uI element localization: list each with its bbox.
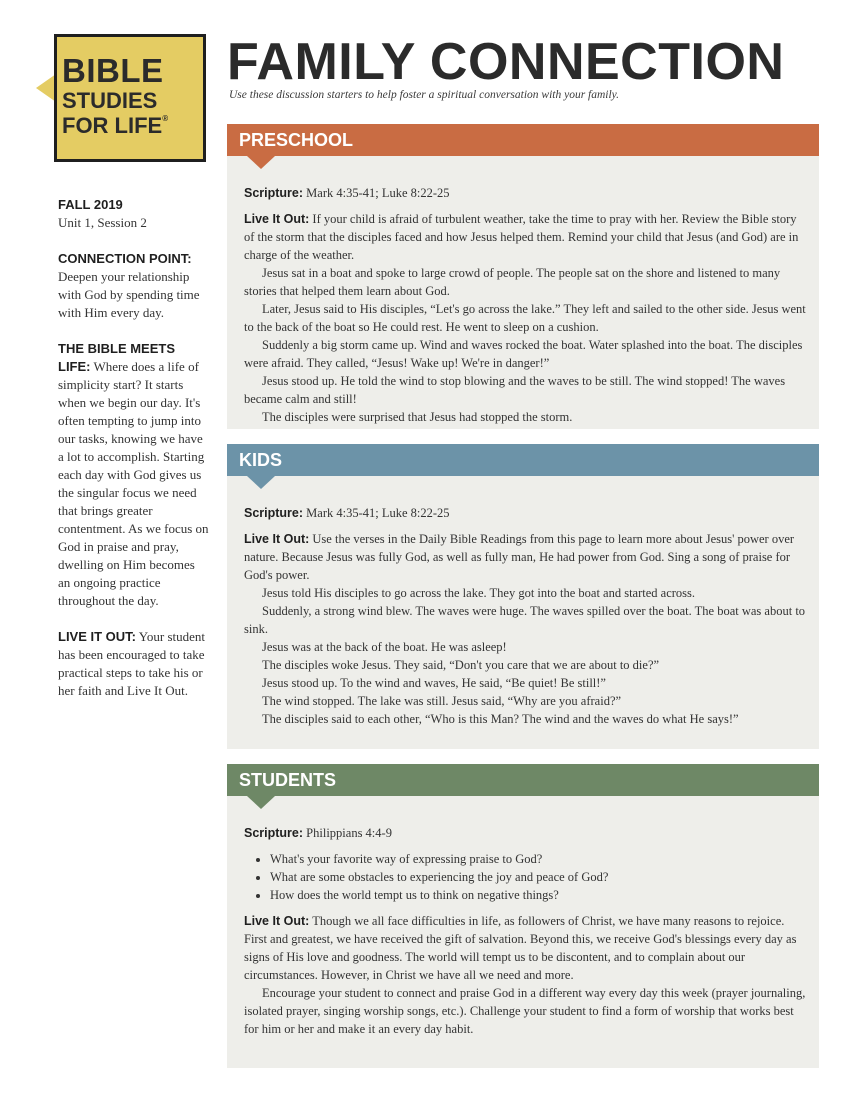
- kids-live-it-out: [244, 530, 809, 584]
- story-paragraph: Jesus told His disciples to go across the lake. They got into the boat and started across.: [262, 586, 696, 600]
- students-title: STUDENTS: [239, 770, 337, 790]
- question-item: • What are some obstacles to experiencing the joy and peace of God?: [270, 868, 809, 886]
- kids-body: [227, 476, 819, 736]
- live-it-out-text: Though we all face difficulties in life, as followers of Christ, we have many reasons to rejoice. First and greatest, we have received the gift of salvation. Beyond this, we receive God's blessings every day as signs of His love and goodness. The world will tempt us to be discontent, and to complain about our circumstances. However, in Christ we have all we need and more.: [244, 914, 797, 982]
- preschool-title: PRESCHOOL: [239, 130, 354, 150]
- bible-meets-life-text: Where does a life of simplicity start? It starts when we begin our day. It's often tempting to jump into our tasks, knowing we have a lot to accomplish. Starting each day with God gives us the singular focus we need that brings greater contentment. As we focus on God in praise and pray, dwelling on Him becomes an ongoing practice throughout the day.: [58, 359, 209, 608]
- logo-line-2: STUDIES: [62, 88, 158, 113]
- logo-line-3-text: FOR LIFE: [62, 113, 163, 138]
- live-it-out-label: Live It Out:: [244, 914, 310, 928]
- students-live-it-out: [244, 912, 809, 984]
- preschool-section: [227, 124, 819, 429]
- students-body: [227, 796, 819, 1046]
- logo-text: [62, 54, 202, 137]
- registered-mark: ®: [162, 114, 169, 123]
- story-paragraph: Later, Jesus said to His disciples, “Let's go across the lake.” They left and sailed to the other side. Jesus went to the back of the boat so He could rest. He went to sleep on a cushion.: [244, 302, 806, 334]
- question-item: • What's your favorite way of expressing praise to God?: [270, 850, 809, 868]
- preschool-scripture: [244, 184, 809, 202]
- live-it-out-sidebar-text: Your student has been encouraged to take practical steps to take his or her faith and Live It Out.: [58, 629, 205, 698]
- scripture-label: Scripture:: [244, 506, 304, 520]
- students-header: [227, 764, 819, 796]
- discussion-questions: [244, 850, 809, 904]
- logo-speech-tab: [36, 74, 56, 102]
- connection-point-text: Deepen your relationship with God by spending time with Him every day.: [58, 269, 200, 320]
- sidebar: [58, 196, 210, 718]
- question-item: • How does the world tempt us to think on negative things?: [270, 886, 809, 904]
- scripture-reference: Philippians 4:4-9: [306, 826, 392, 840]
- kids-header-arrow: [247, 476, 275, 489]
- bible-meets-life: [58, 340, 210, 610]
- page-subtitle: Use these discussion starters to help foster a spiritual conversation with your family.: [229, 89, 620, 101]
- logo-line-3: [62, 115, 202, 137]
- story-paragraph: Jesus stood up. To the wind and waves, He said, “Be quiet! Be still!”: [262, 676, 606, 690]
- story-paragraph: Suddenly, a strong wind blew. The waves were huge. The waves spilled over the boat. The boat was about to sink.: [244, 604, 806, 636]
- students-header-arrow: [247, 796, 275, 809]
- story-paragraph: The wind stopped. The lake was still. Jesus said, “Why are you afraid?”: [262, 694, 622, 708]
- season-label: FALL 2019: [58, 197, 123, 212]
- scripture-label: Scripture:: [244, 186, 304, 200]
- story-paragraph: Jesus was at the back of the boat. He was asleep!: [262, 640, 507, 654]
- logo-line-1: BIBLE: [62, 52, 164, 89]
- preschool-header-arrow: [247, 156, 275, 169]
- bible-meets-life-label: THE BIBLE MEETS LIFE:: [58, 341, 176, 374]
- preschool-header: [227, 124, 819, 156]
- kids-scripture: [244, 504, 809, 522]
- kids-section: [227, 444, 819, 749]
- live-it-out-label: Live It Out:: [244, 212, 310, 226]
- live-it-out-sidebar: [58, 628, 210, 700]
- scripture-reference: Mark 4:35-41; Luke 8:22-25: [306, 186, 450, 200]
- unit-label: Unit 1, Session 2: [58, 215, 147, 230]
- live-it-out-sidebar-label: LIVE IT OUT:: [58, 629, 136, 644]
- story-paragraph: Suddenly a big storm came up. Wind and waves rocked the boat. Water splashed into the boat. The disciples were afraid. They called, “Jesus! Wake up! We're in danger!”: [244, 338, 803, 370]
- story-paragraph: The disciples said to each other, “Who is this Man? The wind and the waves do what He says!”: [262, 712, 739, 726]
- story-paragraph: The disciples woke Jesus. They said, “Don't you care that we are about to die?”: [262, 658, 660, 672]
- story-paragraph: The disciples were surprised that Jesus had stopped the storm.: [262, 410, 573, 424]
- preschool-live-it-out: [244, 210, 809, 264]
- scripture-label: Scripture:: [244, 826, 304, 840]
- connection-point-label: CONNECTION POINT:: [58, 251, 192, 266]
- scripture-reference: Mark 4:35-41; Luke 8:22-25: [306, 506, 450, 520]
- session-info: [58, 196, 210, 232]
- page-title: FAMILY CONNECTION: [227, 33, 785, 91]
- bible-studies-for-life-logo: [36, 34, 210, 166]
- students-scripture: [244, 824, 809, 842]
- encouragement-paragraph: Encourage your student to connect and praise God in a different way every day this week (prayer journaling, isolated prayer, singing worship songs, etc.). Challenge your student to find a form of worship that works best for him or her and make it an every day habit.: [244, 986, 806, 1036]
- story-paragraph: Jesus sat in a boat and spoke to large crowd of people. The people sat on the shore and listened to many stories that helped them learn about God.: [244, 266, 781, 298]
- kids-title: KIDS: [239, 450, 283, 470]
- live-it-out-text: If your child is afraid of turbulent weather, take the time to pray with her. Review the Bible story of the storm that the disciples faced and how Jesus helped them. Remind your child that Jesus (and God) are in charge of the weather.: [244, 212, 799, 262]
- live-it-out-text: Use the verses in the Daily Bible Readings from this page to learn more about Jesus' power over nature. Because Jesus was fully God, as well as fully man, He had power from God. Sing a song of praise for God's power.: [244, 532, 795, 582]
- preschool-body: [227, 156, 819, 434]
- students-section: [227, 764, 819, 1068]
- kids-header: [227, 444, 819, 476]
- story-paragraph: Jesus stood up. He told the wind to stop blowing and the waves to be still. The wind stopped! The waves became calm and still!: [244, 374, 786, 406]
- live-it-out-label: Live It Out:: [244, 532, 310, 546]
- connection-point: [58, 250, 210, 322]
